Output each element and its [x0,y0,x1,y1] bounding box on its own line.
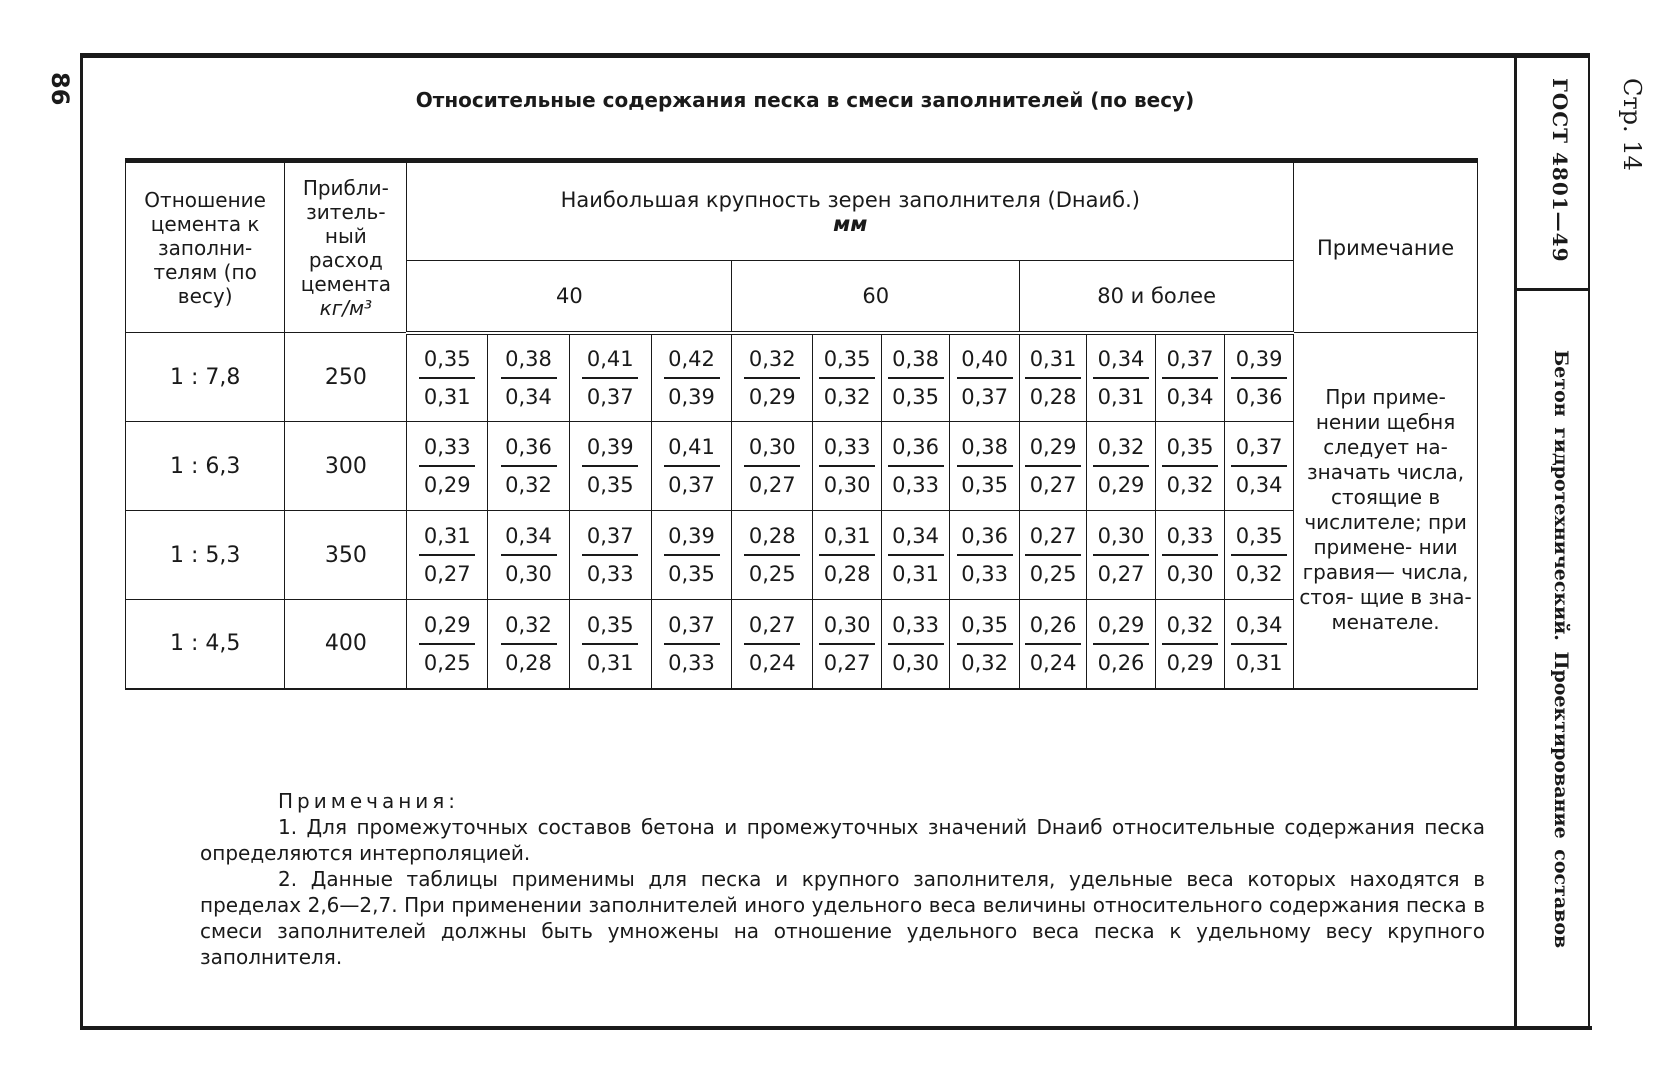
value-cell [1225,422,1294,511]
value-cell [1087,333,1156,422]
table-row [126,422,1478,511]
value-cell [950,511,1020,600]
value-cell [488,600,570,689]
denominator-gravel: 0,32 [1235,562,1283,586]
header-note: Примечание [1294,161,1478,333]
fraction [882,520,949,590]
numerator-crushed-stone: 0,29 [423,612,471,637]
value-cell [1087,511,1156,600]
fraction [407,609,487,679]
fraction [1156,343,1224,413]
denominator-gravel: 0,28 [505,650,552,675]
denominator-gravel: 0,31 [892,562,939,586]
numerator-crushed-stone: 0,31 [423,524,471,548]
numerator-crushed-stone: 0,32 [748,346,796,371]
header-size-group-label: Наибольшая крупность зерен заполнителя (Dнаиб.) [560,187,1140,212]
fraction [732,520,812,590]
value-cell [488,333,570,422]
denominator-gravel: 0,33 [892,473,939,497]
denominator-gravel: 0,28 [823,562,871,586]
denominator-gravel: 0,37 [586,384,634,409]
numerator-crushed-stone: 0,34 [505,524,552,548]
denominator-gravel: 0,35 [961,473,1008,497]
numerator-crushed-stone: 0,39 [668,524,715,548]
side-column-divider [1516,288,1590,291]
denominator-gravel: 0,24 [748,650,796,675]
frame-bottom-rule [80,1026,1592,1030]
denominator-gravel: 0,30 [823,473,871,497]
fraction [950,520,1019,590]
denominator-gravel: 0,29 [1097,473,1145,497]
numerator-crushed-stone: 0,39 [586,435,634,459]
fraction [488,520,569,590]
value-cell [950,600,1020,689]
denominator-gravel: 0,36 [1235,384,1283,409]
numerator-crushed-stone: 0,33 [892,612,939,637]
numerator-crushed-stone: 0,31 [823,524,871,548]
value-cell [1087,600,1156,689]
value-cell [651,511,732,600]
denominator-gravel: 0,37 [668,473,715,497]
value-cell [1225,511,1294,600]
fraction [1156,431,1224,501]
value-cell [569,333,651,422]
consumption-cell: 250 [285,333,407,422]
value-cell [813,600,882,689]
note-item-1: 1. Для промежуточных составов бетона и промежуточных значений Dнаиб относительные содержания песка определяются интерполяцией. [200,815,1485,865]
denominator-gravel: 0,27 [748,473,796,497]
fraction [732,609,812,679]
denominator-gravel: 0,30 [1166,562,1214,586]
fraction [488,609,569,679]
value-cell [569,600,651,689]
fraction [570,343,651,413]
value-cell [813,511,882,600]
numerator-crushed-stone: 0,41 [668,435,715,459]
fraction [488,431,569,501]
numerator-crushed-stone: 0,28 [748,524,796,548]
denominator-gravel: 0,34 [1166,384,1214,409]
page-label: Стр. 14 [1618,78,1646,171]
numerator-crushed-stone: 0,34 [1235,612,1283,637]
value-cell [882,333,950,422]
header-ratio: Отношение цемента к заполни- телям (по весу) [126,161,285,333]
value-cell [1020,511,1087,600]
numerator-crushed-stone: 0,37 [1166,346,1214,371]
running-title: Бетон гидротехнический. Проектирование составов [1550,350,1572,949]
ratio-cell: 1 : 5,3 [126,511,285,600]
fraction [882,343,949,413]
numerator-crushed-stone: 0,34 [1097,346,1145,371]
note-cell: При приме- нении щебня следует на- значать числа, стоящие в числителе; при примене- нии гравия— числа, стоя- щие в зна- менателе. [1294,333,1478,689]
fraction [950,343,1019,413]
fraction [1156,520,1224,590]
denominator-gravel: 0,32 [961,650,1008,675]
fraction [1020,431,1086,501]
numerator-crushed-stone: 0,30 [748,435,796,459]
denominator-gravel: 0,25 [1029,562,1077,586]
fraction [652,609,732,679]
fraction [813,609,881,679]
fraction [1087,609,1155,679]
fraction [1225,431,1293,501]
value-cell [651,422,732,511]
ratio-cell: 1 : 6,3 [126,422,285,511]
value-cell [732,422,813,511]
denominator-gravel: 0,25 [423,650,471,675]
fraction [407,343,487,413]
numerator-crushed-stone: 0,32 [1166,612,1214,637]
fraction [1156,609,1224,679]
numerator-crushed-stone: 0,35 [1166,435,1214,459]
numerator-crushed-stone: 0,27 [1029,524,1077,548]
value-cell [882,600,950,689]
denominator-gravel: 0,33 [961,562,1008,586]
fraction [652,520,732,590]
table-row [126,600,1478,689]
fraction [813,343,881,413]
fraction [1087,520,1155,590]
fraction [488,343,569,413]
value-cell [569,422,651,511]
value-cell [1020,333,1087,422]
denominator-gravel: 0,25 [748,562,796,586]
denominator-gravel: 0,26 [1097,650,1145,675]
value-cell [732,333,813,422]
numerator-crushed-stone: 0,35 [961,612,1008,637]
fraction [813,431,881,501]
fraction [407,520,487,590]
numerator-crushed-stone: 0,33 [823,435,871,459]
numerator-crushed-stone: 0,36 [892,435,939,459]
table-title: Относительные содержания песка в смеси заполнителей (по весу) [415,88,1195,112]
value-cell [813,333,882,422]
numerator-crushed-stone: 0,30 [823,612,871,637]
denominator-gravel: 0,39 [668,384,715,409]
notes-block [200,788,1485,970]
numerator-crushed-stone: 0,37 [1235,435,1283,459]
value-cell [488,422,570,511]
value-cell [1156,600,1225,689]
denominator-gravel: 0,33 [586,562,634,586]
fraction [732,431,812,501]
fraction [1225,343,1293,413]
consumption-cell: 300 [285,422,407,511]
value-cell [1087,422,1156,511]
fraction [570,609,651,679]
denominator-gravel: 0,31 [423,384,471,409]
value-cell [732,600,813,689]
fraction [570,520,651,590]
numerator-crushed-stone: 0,33 [1166,524,1214,548]
value-cell [1156,511,1225,600]
value-cell [1225,333,1294,422]
value-cell [407,422,488,511]
fraction [1225,609,1293,679]
value-cell [732,511,813,600]
numerator-crushed-stone: 0,36 [961,524,1008,548]
denominator-gravel: 0,29 [423,473,471,497]
denominator-gravel: 0,31 [586,650,634,675]
denominator-gravel: 0,29 [1166,650,1214,675]
numerator-crushed-stone: 0,29 [1097,612,1145,637]
numerator-crushed-stone: 0,36 [505,435,552,459]
value-cell [1156,422,1225,511]
numerator-crushed-stone: 0,29 [1029,435,1077,459]
denominator-gravel: 0,32 [823,384,871,409]
value-cell [1156,333,1225,422]
frame-outer-right-rule [1588,56,1590,1028]
numerator-crushed-stone: 0,35 [1235,524,1283,548]
ratio-cell: 1 : 4,5 [126,600,285,689]
numerator-crushed-stone: 0,37 [668,612,715,637]
denominator-gravel: 0,28 [1029,384,1077,409]
denominator-gravel: 0,27 [1097,562,1145,586]
sand-content-table [125,158,1478,690]
numerator-crushed-stone: 0,41 [586,346,634,371]
denominator-gravel: 0,35 [586,473,634,497]
table-row [126,333,1478,422]
fraction [950,431,1019,501]
numerator-crushed-stone: 0,40 [961,346,1008,371]
frame-right-rule [1514,56,1517,1028]
numerator-crushed-stone: 0,35 [586,612,634,637]
fraction [1087,431,1155,501]
denominator-gravel: 0,35 [892,384,939,409]
numerator-crushed-stone: 0,38 [961,435,1008,459]
denominator-gravel: 0,24 [1029,650,1077,675]
note-item-2: 2. Данные таблицы применимы для песка и крупного заполнителя, удельные веса которых находятся в пределах 2,6—2,7. При применении заполнителей иного удельного веса величины относительного содержания песка в смеси заполнителей должны быть умножены на отношение удельного веса песка к удельному весу крупного заполнителя. [200,867,1485,969]
numerator-crushed-stone: 0,38 [892,346,939,371]
denominator-gravel: 0,35 [668,562,715,586]
value-cell [950,422,1020,511]
value-cell [882,511,950,600]
fraction [1020,609,1086,679]
header-consumption [285,161,407,333]
numerator-crushed-stone: 0,32 [505,612,552,637]
gost-designation: ГОСТ 4801—49 [1548,78,1572,263]
header-size-80: 80 и более [1020,261,1294,333]
value-cell [651,600,732,689]
numerator-crushed-stone: 0,26 [1029,612,1077,637]
denominator-gravel: 0,34 [505,384,552,409]
header-consumption-unit: кг/м³ [319,295,373,320]
denominator-gravel: 0,31 [1235,650,1283,675]
header-size-group [407,161,1294,261]
denominator-gravel: 0,34 [1235,473,1283,497]
fraction [1020,343,1086,413]
denominator-gravel: 0,27 [423,562,471,586]
denominator-gravel: 0,33 [668,650,715,675]
value-cell [1225,600,1294,689]
value-cell [651,333,732,422]
page-number: 86 [46,72,74,106]
denominator-gravel: 0,27 [823,650,871,675]
denominator-gravel: 0,32 [505,473,552,497]
consumption-cell: 400 [285,600,407,689]
denominator-gravel: 0,31 [1097,384,1145,409]
fraction [813,520,881,590]
numerator-crushed-stone: 0,42 [668,346,715,371]
numerator-crushed-stone: 0,38 [505,346,552,371]
denominator-gravel: 0,30 [505,562,552,586]
numerator-crushed-stone: 0,27 [748,612,796,637]
header-size-unit: мм [833,211,868,236]
fraction [1087,343,1155,413]
frame-top-rule [82,53,1590,58]
numerator-crushed-stone: 0,34 [892,524,939,548]
fraction [1225,520,1293,590]
value-cell [1020,422,1087,511]
value-cell [407,333,488,422]
table-row [126,511,1478,600]
value-cell [407,600,488,689]
numerator-crushed-stone: 0,35 [423,346,471,371]
numerator-crushed-stone: 0,31 [1029,346,1077,371]
ratio-cell: 1 : 7,8 [126,333,285,422]
denominator-gravel: 0,32 [1166,473,1214,497]
header-size-60: 60 [732,261,1020,333]
header-consumption-label: Прибли- зитель- ный расход цемента [300,175,391,296]
numerator-crushed-stone: 0,37 [586,524,634,548]
value-cell [813,422,882,511]
denominator-gravel: 0,29 [748,384,796,409]
header-size-40: 40 [407,261,732,333]
value-cell [569,511,651,600]
fraction [570,431,651,501]
fraction [1020,520,1086,590]
fraction [732,343,812,413]
frame-left-rule [80,53,83,1030]
numerator-crushed-stone: 0,39 [1235,346,1283,371]
value-cell [1020,600,1087,689]
fraction [407,431,487,501]
numerator-crushed-stone: 0,32 [1097,435,1145,459]
consumption-cell: 350 [285,511,407,600]
numerator-crushed-stone: 0,33 [423,435,471,459]
denominator-gravel: 0,27 [1029,473,1077,497]
value-cell [882,422,950,511]
value-cell [407,511,488,600]
notes-title: Примечания: [278,789,460,813]
fraction [950,609,1019,679]
numerator-crushed-stone: 0,35 [823,346,871,371]
fraction [652,343,732,413]
fraction [882,431,949,501]
fraction [882,609,949,679]
value-cell [950,333,1020,422]
numerator-crushed-stone: 0,30 [1097,524,1145,548]
fraction [652,431,732,501]
value-cell [488,511,570,600]
denominator-gravel: 0,30 [892,650,939,675]
denominator-gravel: 0,37 [961,384,1008,409]
